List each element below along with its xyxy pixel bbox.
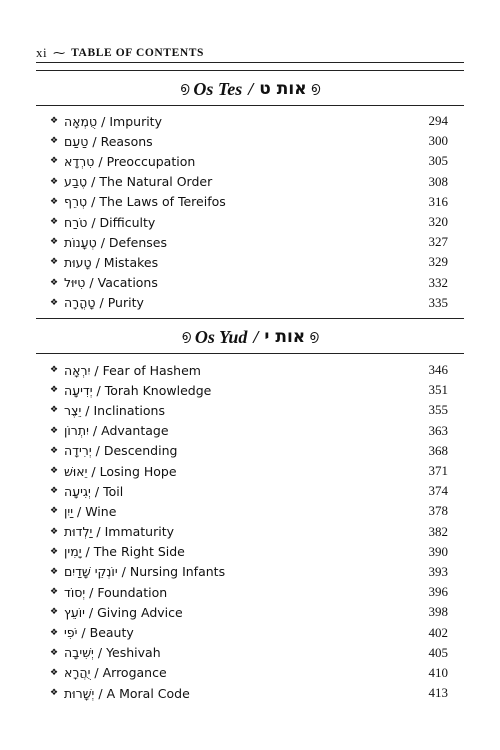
section-title-separator: /	[253, 326, 259, 347]
entry-hebrew: יָמִין	[64, 544, 82, 560]
toc-entry[interactable]	[50, 192, 448, 212]
section-title-he: אות ט	[259, 79, 307, 99]
entry-page-number: 363	[428, 422, 448, 438]
entry-separator: /	[96, 524, 101, 540]
entry-page-number: 413	[428, 685, 448, 701]
toc-entry[interactable]	[50, 131, 448, 151]
entry-separator: /	[91, 214, 96, 230]
toc-entry[interactable]	[50, 252, 448, 272]
diamond-bullet-icon: ❖	[50, 365, 59, 376]
diamond-bullet-icon: ❖	[50, 257, 59, 268]
toc-entry[interactable]	[50, 232, 448, 252]
entry-english: Mistakes	[103, 254, 159, 270]
entry-page-number: 332	[428, 274, 448, 290]
diamond-bullet-icon: ❖	[50, 116, 59, 127]
diamond-bullet-icon: ❖	[50, 647, 59, 658]
entry-page-number: 393	[428, 563, 448, 579]
entry-hebrew: טָהֳרָה	[64, 295, 96, 311]
toc-entry[interactable]	[50, 501, 448, 521]
entry-page-number: 390	[428, 543, 448, 559]
diamond-bullet-icon: ❖	[50, 425, 59, 436]
entry-page-number: 371	[428, 463, 448, 479]
ornament-right-icon: ൭	[310, 81, 321, 96]
section-rule-bottom	[36, 105, 464, 106]
entry-separator: /	[89, 275, 94, 291]
toc-entry[interactable]	[50, 151, 448, 171]
entry-separator: /	[89, 584, 94, 600]
entry-separator: /	[88, 604, 94, 620]
entry-english: Vacations	[97, 275, 158, 291]
entry-separator: /	[95, 254, 100, 270]
toc-entry[interactable]	[50, 663, 448, 683]
entry-separator: /	[91, 463, 96, 479]
diamond-bullet-icon: ❖	[50, 136, 59, 147]
entry-english: Immaturity	[104, 524, 175, 540]
running-head	[36, 43, 464, 63]
entry-separator: /	[91, 174, 96, 190]
running-title: TABLE OF CONTENTS	[71, 47, 205, 59]
diamond-bullet-icon: ❖	[50, 277, 59, 288]
entry-english: Yeshivah	[106, 645, 161, 661]
entry-page-number: 368	[428, 442, 448, 458]
entry-page-number: 316	[428, 193, 448, 209]
entry-separator: /	[101, 113, 106, 129]
entry-separator: /	[96, 382, 101, 398]
entry-page-number: 305	[428, 153, 448, 169]
entry-page-number: 308	[428, 173, 448, 189]
entry-hebrew: טִיּוּל	[64, 275, 86, 291]
entry-hebrew: טִרְדָא	[64, 153, 95, 169]
diamond-bullet-icon: ❖	[50, 297, 59, 308]
entry-english: Advantage	[101, 423, 169, 439]
entry-separator: /	[94, 665, 99, 681]
entry-hebrew: יְדִיעָה	[64, 382, 93, 398]
toc-entry[interactable]	[50, 542, 448, 562]
entry-page-number: 335	[428, 294, 448, 310]
toc-entry[interactable]	[50, 111, 448, 131]
entry-english: Preoccupation	[106, 153, 196, 169]
ornament-right-icon: ൭	[309, 329, 319, 344]
toc-entry[interactable]	[50, 172, 448, 192]
entry-separator: /	[85, 402, 90, 418]
swash-ornament: ⁓	[53, 45, 66, 60]
entry-hebrew: יוֹנְקֵי שָׁדַיִם	[64, 564, 118, 580]
section-title-he: אות י	[264, 327, 306, 347]
diamond-bullet-icon: ❖	[50, 607, 59, 618]
entry-hebrew: יִרְאָה	[64, 362, 91, 378]
entry-separator: /	[100, 234, 105, 250]
entry-hebrew: יְרִידָה	[64, 443, 92, 459]
diamond-bullet-icon: ❖	[50, 566, 59, 577]
diamond-bullet-icon: ❖	[50, 627, 59, 638]
entry-english: A Moral Code	[106, 685, 190, 701]
entry-page-number: 351	[428, 382, 448, 398]
entry-separator: /	[121, 564, 126, 580]
toc-entry[interactable]	[50, 582, 448, 602]
entry-english: Fear of Hashem	[102, 362, 201, 378]
ornament-left-icon: ൭	[181, 329, 191, 344]
toc-entry[interactable]	[50, 461, 448, 481]
entry-hebrew: טֶבַע	[64, 174, 88, 190]
entry-hebrew: יֵאוּשׁ	[64, 463, 88, 479]
diamond-bullet-icon: ❖	[50, 405, 59, 416]
section-heading-yud	[36, 323, 464, 351]
entry-page-number: 405	[428, 644, 448, 660]
diamond-bullet-icon: ❖	[50, 237, 59, 248]
entry-separator: /	[95, 443, 100, 459]
toc-entry[interactable]	[50, 481, 448, 501]
toc-entry[interactable]	[50, 562, 448, 582]
entry-list-yud	[50, 360, 448, 703]
ornament-left-icon: ൭	[179, 81, 190, 96]
diamond-bullet-icon: ❖	[50, 466, 59, 477]
entry-separator: /	[77, 503, 82, 519]
entry-english: Arrogance	[102, 665, 167, 681]
diamond-bullet-icon: ❖	[50, 385, 59, 396]
entry-hebrew: יַלְדוּת	[64, 524, 93, 540]
diamond-bullet-icon: ❖	[50, 156, 59, 167]
section-title-en: Os Tes	[193, 78, 243, 99]
entry-separator: /	[92, 133, 97, 149]
entry-english: Foundation	[97, 584, 168, 600]
entry-hebrew: טָעוּת	[64, 254, 92, 270]
entry-english: Inclinations	[93, 402, 165, 418]
diamond-bullet-icon: ❖	[50, 688, 59, 699]
entry-english: Difficulty	[99, 214, 156, 230]
entry-hebrew: יֵצֶר	[64, 402, 82, 418]
entry-page-number: 294	[428, 113, 448, 129]
diamond-bullet-icon: ❖	[50, 217, 59, 228]
entry-page-number: 346	[428, 362, 448, 378]
diamond-bullet-icon: ❖	[50, 196, 59, 207]
entry-english: Impurity	[109, 113, 162, 129]
entry-hebrew: יֹפִי	[64, 625, 78, 641]
entry-english: Nursing Infants	[129, 564, 226, 580]
diamond-bullet-icon: ❖	[50, 526, 59, 537]
entry-page-number: 329	[428, 254, 448, 270]
entry-separator: /	[94, 362, 99, 378]
section-heading-tes	[36, 75, 464, 103]
section-rule-top	[36, 70, 464, 71]
entry-page-number: 320	[428, 214, 448, 230]
entry-list-tes	[50, 111, 448, 313]
section-rule-bottom	[36, 353, 464, 354]
entry-english: Wine	[85, 503, 117, 519]
section-title-separator: /	[248, 78, 254, 99]
diamond-bullet-icon: ❖	[50, 176, 59, 187]
entry-english: Torah Knowledge	[104, 382, 212, 398]
entry-separator: /	[94, 483, 100, 499]
entry-english: The Natural Order	[99, 174, 213, 190]
entry-hebrew: יְסוֹד	[64, 584, 86, 600]
diamond-bullet-icon: ❖	[50, 667, 59, 678]
entry-english: The Laws of Tereifos	[99, 194, 226, 210]
entry-page-number: 402	[428, 624, 448, 640]
diamond-bullet-icon: ❖	[50, 546, 59, 557]
entry-hebrew: טְעָנוֹת	[64, 234, 97, 250]
entry-hebrew: יֻהֲרָא	[64, 665, 91, 681]
toc-entry[interactable]	[50, 421, 448, 441]
entry-separator: /	[99, 295, 104, 311]
entry-english: Toil	[103, 483, 124, 499]
diamond-bullet-icon: ❖	[50, 587, 59, 598]
diamond-bullet-icon: ❖	[50, 486, 59, 497]
entry-page-number: 398	[428, 604, 448, 620]
entry-separator: /	[91, 194, 96, 210]
entry-separator: /	[97, 645, 103, 661]
entry-english: Reasons	[100, 133, 153, 149]
toc-entry[interactable]	[50, 380, 448, 400]
entry-hebrew: טְרֵף	[64, 194, 88, 210]
entry-separator: /	[81, 625, 86, 641]
entry-page-number: 374	[428, 483, 448, 499]
toc-entry[interactable]	[50, 293, 448, 313]
entry-hebrew: טֹרַח	[64, 214, 88, 230]
entry-page-number: 378	[428, 503, 448, 519]
entry-english: Defenses	[108, 234, 167, 250]
entry-hebrew: טַעַם	[64, 133, 89, 149]
entry-english: Purity	[107, 295, 144, 311]
entry-english: Losing Hope	[99, 463, 177, 479]
entry-english: Descending	[103, 443, 178, 459]
entry-page-number: 355	[428, 402, 448, 418]
diamond-bullet-icon: ❖	[50, 445, 59, 456]
entry-hebrew: יַיִן	[64, 503, 73, 519]
entry-hebrew: טֻמְאָה	[64, 113, 98, 129]
toc-entry[interactable]	[50, 602, 448, 622]
toc-entry[interactable]	[50, 683, 448, 703]
toc-entry[interactable]	[50, 643, 448, 663]
entry-page-number: 327	[428, 234, 448, 250]
page-folio: xi	[36, 45, 48, 60]
entry-english: The Right Side	[93, 544, 185, 560]
entry-separator: /	[92, 423, 98, 439]
entry-hebrew: יִתְרוֹן	[64, 423, 89, 439]
entry-hebrew: יְגִיעָה	[64, 483, 91, 499]
entry-english: Giving Advice	[97, 604, 183, 620]
entry-hebrew: יוֹעֵץ	[64, 604, 85, 620]
entry-page-number: 410	[428, 664, 448, 680]
toc-entry[interactable]	[50, 522, 448, 542]
diamond-bullet-icon: ❖	[50, 506, 59, 517]
entry-hebrew: יְשָׁרוּת	[64, 685, 95, 701]
entry-english: Beauty	[89, 625, 134, 641]
toc-entry[interactable]	[50, 441, 448, 461]
entry-page-number: 300	[428, 133, 448, 149]
entry-separator: /	[98, 685, 103, 701]
toc-entry[interactable]	[50, 212, 448, 232]
entry-hebrew: יְשִׁיבָה	[64, 645, 94, 661]
header-rule	[36, 62, 464, 63]
section-rule-top	[36, 318, 464, 319]
entry-separator: /	[85, 544, 90, 560]
entry-separator: /	[98, 153, 103, 169]
toc-entry[interactable]	[50, 360, 448, 380]
toc-entry[interactable]	[50, 622, 448, 642]
toc-entry[interactable]	[50, 273, 448, 293]
toc-entry[interactable]	[50, 400, 448, 420]
entry-page-number: 396	[428, 584, 448, 600]
entry-page-number: 382	[428, 523, 448, 539]
section-title-en: Os Yud	[194, 326, 248, 347]
